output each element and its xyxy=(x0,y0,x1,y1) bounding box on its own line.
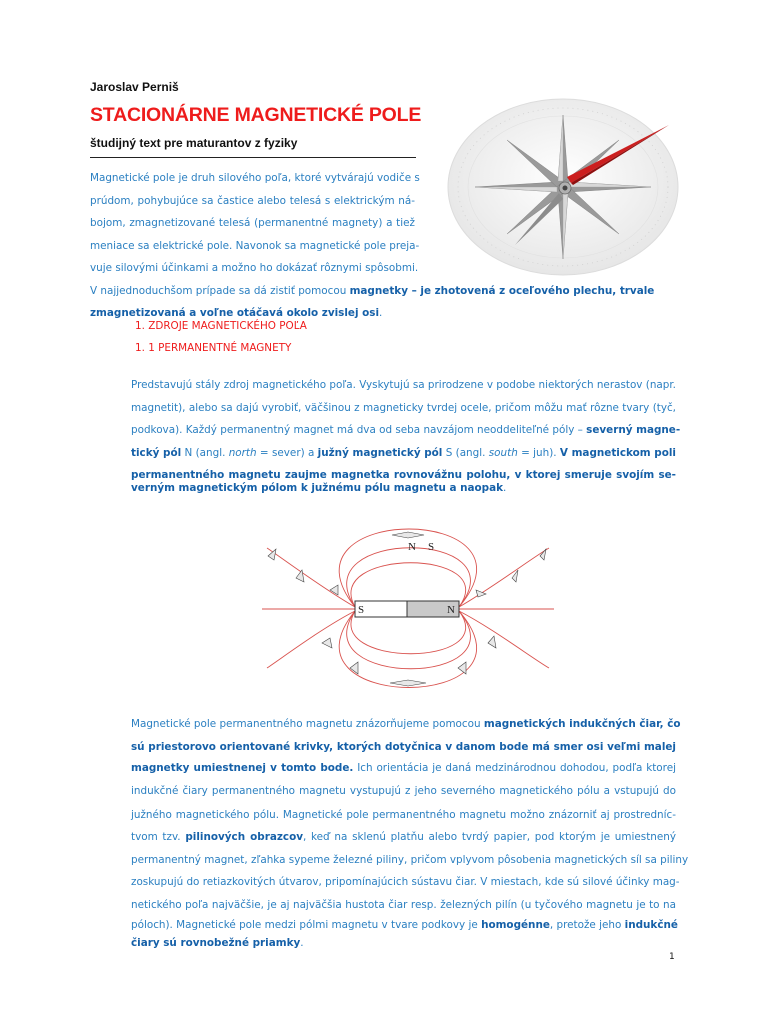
para2-line-10-text-b: , pretože jeho xyxy=(549,919,625,931)
induction-lines-term: magnetických indukčných čiar, čo xyxy=(483,718,681,730)
compass-illustration xyxy=(445,95,685,285)
para1-line-1: Predstavujú stály zdroj magnetického poľa. Vyskytujú sa prirodzene v podobe niektorých nerastov (napr. xyxy=(131,379,676,391)
para1-line-2: magnetit), alebo sa dajú vyrobiť, väčšinou z magneticky tvrdej ocele, pričom môžu mať rôzne tvary (tyč, xyxy=(131,402,676,414)
para2-line-7: permanentný magnet, zľahka sypeme železné piliny, pričom vplyvom pôsobenia magnetických síl sa piliny xyxy=(131,854,689,866)
para2-line-3 xyxy=(131,757,676,780)
north-pole-term: severný magne- xyxy=(586,424,681,436)
intro-line-5: vuje silovými účinkami a možno ho dokázať rôznymi spôsobmi. xyxy=(90,262,419,274)
title-divider xyxy=(90,157,416,158)
para1-line-4-bold: V magnetickom poli xyxy=(559,447,676,459)
intro-line-3: bojom, zmagnetizované telesá (permanentné magnety) a tiež xyxy=(90,217,415,229)
para2-line-11 xyxy=(131,932,304,955)
filings-patterns-term: pilinových obrazcov xyxy=(185,831,303,843)
induction-term: indukčné xyxy=(624,919,678,931)
para2-line-3-text: Ich orientácia je daná medzinárodnou dohodou, podľa ktorej xyxy=(353,762,676,774)
document-title: STACIONÁRNE MAGNETICKÉ POLE xyxy=(90,104,422,126)
para2-line-4: indukčné čiary permanentného magnetu vystupujú z jeho severného magnetického pólu a vstupujú do xyxy=(131,785,676,797)
intro-line-1: Magnetické pole je druh silového poľa, ktoré vytvárajú vodiče s xyxy=(90,172,420,184)
para1-line-6-bold: verným magnetickým pólom k južnému pólu magnetu a naopak xyxy=(131,482,504,494)
para1-line-4-text-d: = juh). xyxy=(517,447,560,459)
intro-line-4: meniace sa elektrické pole. Navonok sa magnetické pole preja- xyxy=(90,240,420,252)
para2-line-2 xyxy=(131,736,676,759)
magnetka-term: magnetky – je zhotovená z oceľového plechu, trvale xyxy=(349,285,655,297)
para1-line-4-text-c: S (angl. xyxy=(442,447,489,459)
parallel-lines-term: čiary sú rovnobežné priamky xyxy=(131,937,301,949)
north-pole-term-end: tický pól xyxy=(131,447,182,459)
para2-line-5: južného magnetického pólu. Magnetické pole permanentného magnetu možno znázorniť aj prostredníc- xyxy=(131,809,676,821)
para1-line-4 xyxy=(131,442,676,465)
bar-magnet-field-diagram xyxy=(262,518,554,698)
para2-line-3-bold: magnetky umiestnenej v tomto bode. xyxy=(131,762,354,774)
para1-line-6 xyxy=(131,477,506,500)
para1-line-3 xyxy=(131,419,681,442)
magnet-north-label: N xyxy=(447,604,455,616)
para2-line-8: zoskupujú do retiazkovitých útvarov, pripomínajúcich sústavu čiar. V miestach, kde sú silové účinky mag- xyxy=(131,876,680,888)
para2-line-1 xyxy=(131,713,681,736)
compass-south-label: S xyxy=(428,541,435,553)
para2-line-6-text-a: tvom tzv. xyxy=(131,831,186,843)
para2-line-6 xyxy=(131,826,676,849)
english-north: north xyxy=(228,447,257,459)
homogeneous-term: homogénne xyxy=(481,919,550,931)
intro-line-6 xyxy=(90,280,654,303)
para1-line-6-period: . xyxy=(503,482,507,494)
compass-north-label: N xyxy=(408,541,416,553)
para2-line-9: netického poľa najväčšie, je aj najväčšia hustota čiar resp. železných pilín (u tyčového magnetu je to na xyxy=(131,899,676,911)
intro-line-6-text: V najjednoduchšom prípade sa dá zistiť pomocou xyxy=(90,285,350,297)
para1-line-5-bold: permanentného magnetu zaujme magnetka rovnovážnu polohu, v ktorej smeruje svojím se- xyxy=(131,469,676,481)
section-heading-permanent-magnets: 1. 1 PERMANENTNÉ MAGNETY xyxy=(135,342,292,354)
intro-line-2: prúdom, pohybujúce sa častice alebo telesá s elektrickým ná- xyxy=(90,195,415,207)
english-south: south xyxy=(488,447,518,459)
para1-line-4-text-b: = sever) a xyxy=(256,447,318,459)
para2-line-11-period: . xyxy=(300,937,304,949)
magnet-south-label: S xyxy=(358,604,365,616)
para2-line-6-text-b: , keď na sklenú platňu alebo tvrdý papier, pod ktorým je umiestnený xyxy=(302,831,676,843)
south-pole-term: južný magnetický pól xyxy=(317,447,443,459)
para1-line-4-text-a: N (angl. xyxy=(181,447,229,459)
para2-line-10-text-a: póloch). Magnetické pole medzi pólmi magnetu v tvare podkovy je xyxy=(131,919,482,931)
magnetka-definition: zmagnetizovaná a voľne otáčavá okolo zvislej osi xyxy=(90,307,380,319)
author-name: Jaroslav Perniš xyxy=(90,80,179,94)
para1-line-3-text: podkova). Každý permanentný magnet má dva od seba navzájom neoddeliteľné póly – xyxy=(131,424,587,436)
para2-line-2-bold: sú priestorovo orientované krivky, ktorých dotyčnica v danom bode má smer osi veľmi malej xyxy=(131,741,676,753)
document-subtitle: študijný text pre maturantov z fyziky xyxy=(90,136,298,150)
section-heading-sources: 1. ZDROJE MAGNETICKÉHO POĽA xyxy=(135,320,307,332)
intro-line-7-period: . xyxy=(379,307,383,319)
para2-line-1-text: Magnetické pole permanentného magnetu znázorňujeme pomocou xyxy=(131,718,484,730)
page-number: 1 xyxy=(669,952,675,962)
